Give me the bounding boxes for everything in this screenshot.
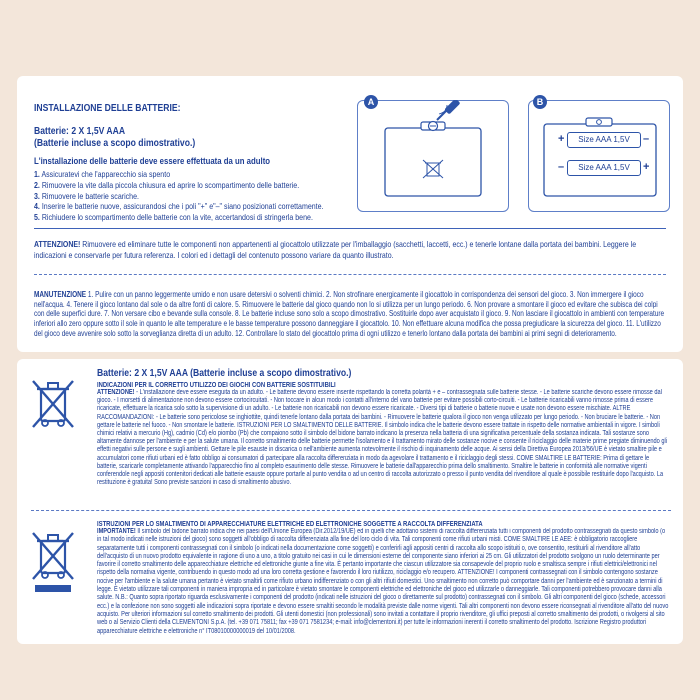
battery-cover-illustration — [357, 100, 509, 212]
warning-body: Rimuovere ed eliminare tutte le componenti non appartenenti al giocattolo utilizzate per l'imballaggio (sacchetti, laccetti, ecc.) e tenerle lontane dalla portata dei bambini. Leggere le indicazioni e conservarle per futura referenza. I colori ed i dettagli del contenuto possono variare da quanto illustrato. — [34, 239, 637, 260]
install-subtitle: L'installazione delle batterie deve essere effettuata da un adulto — [34, 156, 271, 167]
section2-text: Il simbolo del bidone barrato indica che nei paesi dell'Unione Europea (Dir.2012/19/UE) ed in quelli che adottano sistemi di raccolta differenziata tutti i componenti del prodotto contrassegnati da questo simbolo (o in tal modo indicati nelle istruzioni del gioco) sono soggetti all'obbligo di raccolta differenziata alla fine del loro ciclo di vita. Tali componenti come rifiuti urbani misti. COME SMALTIRE LE AEE: è obbligatorio raccogliere separatamente tutti i componenti contrassegnati con il simbolo (o indicati nella documentazione come soggetti) e conferirli agli appositi centri di raccolta allo scopo istituiti o, ove consentito, restituirli al rivenditore all'atto dell'acquisto di un nuovo prodotto equivalente in ragione di uno a uno, a titolo gratuito nei casi in cui le dimensioni esterne del componente siano inferiori ai 25 cm. Gli utilizzatori del prodotto svolgono un ruolo determinante per favorire il corretto smaltimento delle apparecchiature elettriche ed elettroniche giunte a fine vita. È pertanto importante che ciascun utilizzatore sia consapevole del proprio ruolo e smaltisca sempre i rifiuti elettrici/elettronici nel rispetto della normativa vigente, contribuendo in questo modo ad una loro corretta gestione e favorendo il loro riutilizzo, riciclaggio e/o recupero. ATTENZIONE! I componenti contrassegnati con il simbolo contengono sostanze nocive per l'ambiente e la salute umana pertanto è vietato smaltirli come rifiuto urbano indifferenziato o con gli altri rifiuti domestici. Uno smaltimento non corretto può comportare danni per l'ambiente ed è sanzionato a termini di legge. È vietato utilizzare tali componenti in maniera impropria ed in particolare è vietato smontare le componenti elettriche ed elettroniche del gioco ed utilizzarle o danneggiarle. Tali componenti potrebbero provocare danni alla salute. N.B.: Quanto sopra riportato riguarda esclusivamente i componenti del prodotto (indicati nelle istruzioni del gioco o direttamente sul prodotto) contrassegnati con il simbolo. Gli altri componenti del gioco (schede, accessori ecc.) e la confezione non sono soggetti alle indicazioni sopra riportate e devono essere smaltiti secondo le modalità previste dalle norme vigenti. Tali altri componenti non devono essere riconsegnati al rivenditore all'atto del nuovo acquisto. Per ulteriori informazioni sul corretto smaltimento dei prodotti. Gli utenti domestici (non professionali) sono invitati a contattare il proprio rivenditore, gli uffici preposti al corretto smaltimento dei prodotti, o rivolgersi al sito web o al Servizio Clienti della CLEMENTONI S.p.A. (tel. +39 071 75811; fax +39 071 7581234; e-mail: info@clementoni.it) per tutte le informazioni inerenti il corretto smaltimento del prodotto. Iscrizione Registro produttori apparecchiature elettriche e elettroniche n° IT08010000000019 del 10/01/2008. — [97, 528, 669, 635]
section2-title: ISTRUZIONI PER LO SMALTIMENTO DI APPARECCHIATURE ELETTRICHE ED ELETTRONICHE SOGGETTE A RACCOLTA DIFFERENZIATA — [97, 519, 483, 528]
crossed-bin-icon — [423, 160, 443, 178]
step-text: Rimuovere la vite dalla piccola chiusura ed aprire lo scompartimento delle batterie. — [41, 179, 300, 190]
diagram-b-badge: B — [533, 95, 547, 109]
section1-body — [97, 389, 671, 487]
screw-icon — [429, 122, 438, 131]
plus-sign: + — [558, 133, 565, 145]
battery-spec-line2: (Batterie incluse a scopo dimostrativo.) — [34, 137, 196, 149]
list-item — [34, 169, 324, 180]
battery-compartment-outline — [528, 100, 670, 212]
divider — [34, 228, 666, 229]
warning-label: ATTENZIONE! — [34, 239, 81, 249]
list-item — [34, 201, 324, 212]
divider — [34, 274, 666, 275]
screwdriver-icon — [437, 100, 460, 120]
warning-text — [34, 239, 665, 261]
installation-panel — [17, 76, 683, 352]
maintenance-text — [34, 290, 665, 339]
plus-sign: + — [643, 161, 650, 173]
maintenance-body: 1. Pulire con un panno leggermente umido e non usare detersivi o solventi chimici. 2. Non strofinare energicamente il giocattolo in corrispondenza dei sensori del gioco. 3. Non immergere il gioco nell'acqua. 4. Tenere il gioco lontano dal sole o da altre fonti di calore. 5. Rimuovere le batterie dal gioco quando non lo si utilizza per un lungo periodo. 6. Non provare a smontare il gioco ed evitare che subisca dei colpi con delle superfici dure. 7. Non versare cibo e bevande sulla console. 8. Le batterie incluse sono solo a scopo dimostrativo. Sostituirle dopo aver acquistato il gioco. 9. Non lasciare il giocattolo in ambienti con temperature inferiori allo zero oppure sotto il sole in quanto le alte temperature e le basse temperature possono danneggiare il giocattolo. 10. Non effettuare alcuna modifica che possa pregiudicare la sicurezza del gioco. 11. L'utilizzo del gioco deve avvenire solo sotto la sorveglianza diretta di un adulto. 12. Controllare lo stato del giocattolo prima di ogni utilizzo e tenerlo lontano dalla portata dei bambini ai primi segni di deterioramento. — [34, 290, 665, 338]
install-steps — [34, 169, 324, 223]
step-text: Richiudere lo scompartimento delle batterie con la vite, accertandosi di stringerla bene. — [41, 212, 313, 223]
install-title: INSTALLAZIONE DELLE BATTERIE: — [34, 102, 181, 114]
minus-sign: – — [643, 133, 650, 145]
battery-cell-1 — [567, 132, 641, 148]
crossed-bin-icon — [31, 529, 75, 599]
minus-sign: – — [558, 161, 565, 173]
step-text: Assicuratevi che l'apparecchio sia spento — [41, 169, 171, 179]
step-number: 2. — [34, 179, 40, 190]
section2-body — [97, 528, 671, 636]
battery-cell-1-label: Size AAA 1,5V — [578, 135, 630, 144]
list-item — [34, 212, 324, 223]
battery-spec-line1: Batterie: 2 X 1,5V AAA — [34, 125, 126, 137]
disposal-panel — [17, 359, 683, 644]
maintenance-label: MANUTENZIONE — [34, 290, 87, 299]
step-number: 3. — [34, 190, 40, 201]
diagram-a — [357, 97, 509, 212]
section1-subtitle: INDICAZIONI PER IL CORRETTO UTILIZZO DEI GIOCHI CON BATTERIE SOSTITUIBILI — [97, 380, 336, 389]
section1-label: ATTENZIONE! — [97, 389, 135, 396]
diagram-a-badge: A — [364, 95, 378, 109]
step-number: 1. — [34, 169, 40, 179]
diagram-b — [528, 97, 670, 212]
divider — [31, 510, 671, 511]
section2-label: IMPORTANTE! — [97, 528, 136, 535]
step-text: Rimuovere le batterie scariche. — [41, 190, 139, 201]
crossed-bin-icon — [31, 377, 75, 433]
step-number: 5. — [34, 212, 40, 223]
step-number: 4. — [34, 201, 40, 212]
step-text: Inserire le batterie nuove, assicurandosi che i poli "+" e"–" siano posizionati correttamente. — [41, 201, 324, 212]
battery-cell-2-label: Size AAA 1,5V — [578, 163, 630, 172]
section1-title: Batterie: 2 X 1,5V AAA (Batterie incluse a scopo dimostrativo.) — [97, 367, 352, 379]
list-item — [34, 191, 324, 202]
list-item — [34, 180, 324, 191]
battery-cell-2 — [567, 160, 641, 176]
battery-spec — [34, 125, 195, 149]
section1-text: - L'installazione deve essere eseguita da un adulto. - Le batterie devono essere inserite rispettando la corretta polarità + e – contrassegnata sulle batterie stesse. - Le batterie scariche devono essere rimosse dal gioco. - I morsetti di alimentazione non devono essere cortocircuitati. - Non toccare in alcun modo i contatti all'interno del vano batterie per evitare possibili corto-circuiti. - Le batterie ricaricabili vanno rimosse prima di essere ricaricate, effettuare la ricarica solo sotto la supervisione di un adulto. - Le batterie non ricaricabili non devono essere ricaricate. - Diversi tipi di batterie o batterie nuove e usate non devono essere mischiate. ALTRE RACCOMANDAZIONI: - Le batterie sono pericolose se inghiottite, quindi tenerle lontano dalla portata dei bambini. - Rimuovere le batterie qualora il gioco non venga utilizzato per lungo periodo. - Non bruciare le batterie. - Non gettare le batterie nel fuoco. - Non smontare le batterie. ISTRUZIONI PER LO SMALTIMENTO DELLE BATTERIE. Il simbolo indica che le batterie devono essere trattate in rispetto delle normative ambientali in vigore. I simboli chimici relativi a mercurio (Hg), cadmio (Cd) e/o piombo (Pb) che compaiono sotto il simbolo del bidone barrato indicano la presenza nella batteria di una significativa percentuale della sostanza indicata. Tali sostanze sono altamente dannose per l'ambiente e per la salute umana. Il corretto smaltimento delle batterie permette l'isolamento e il trattamento mirato delle sostanze nocive e consente il riciclaggio delle materie prime pregiate diminuendo gli effetti negativi sulle persone e sugli ambienti. Gettare le pile esauste in discarica o nell'ambiente aumenta notevolmente il rischio di inquinamento delle acque. Ai sensi della Direttiva Europea 2013/56/UE è vietato smaltire pile e accumulatori come rifiuti urbani ed è fatto obbligo ai consumatori di partecipare alla raccolta differenziata in modo da agevolare il trattamento e il riciclaggio degli stessi. COME SMALTIRE LE BATTERIE: Prima di gettare le batterie, scaricarle completamente attivando l'apparecchio fino al completo esaurimento delle stesse. Rimuovere le batterie dall'apparecchio prima dello smaltimento. Smaltire le batterie in conformità alle normative vigenti conferendole negli appositi contenitori dedicati alle batterie esauste oppure portarle al punto vendita o ad un centro di raccolta autorizzato o presso il punto vendita del rivenditore al quale è possibile restituirle dopo l'acquisto. La restituzione è gratuita! Sono previste sanzioni in caso di smaltimento abusivo. — [97, 389, 668, 487]
